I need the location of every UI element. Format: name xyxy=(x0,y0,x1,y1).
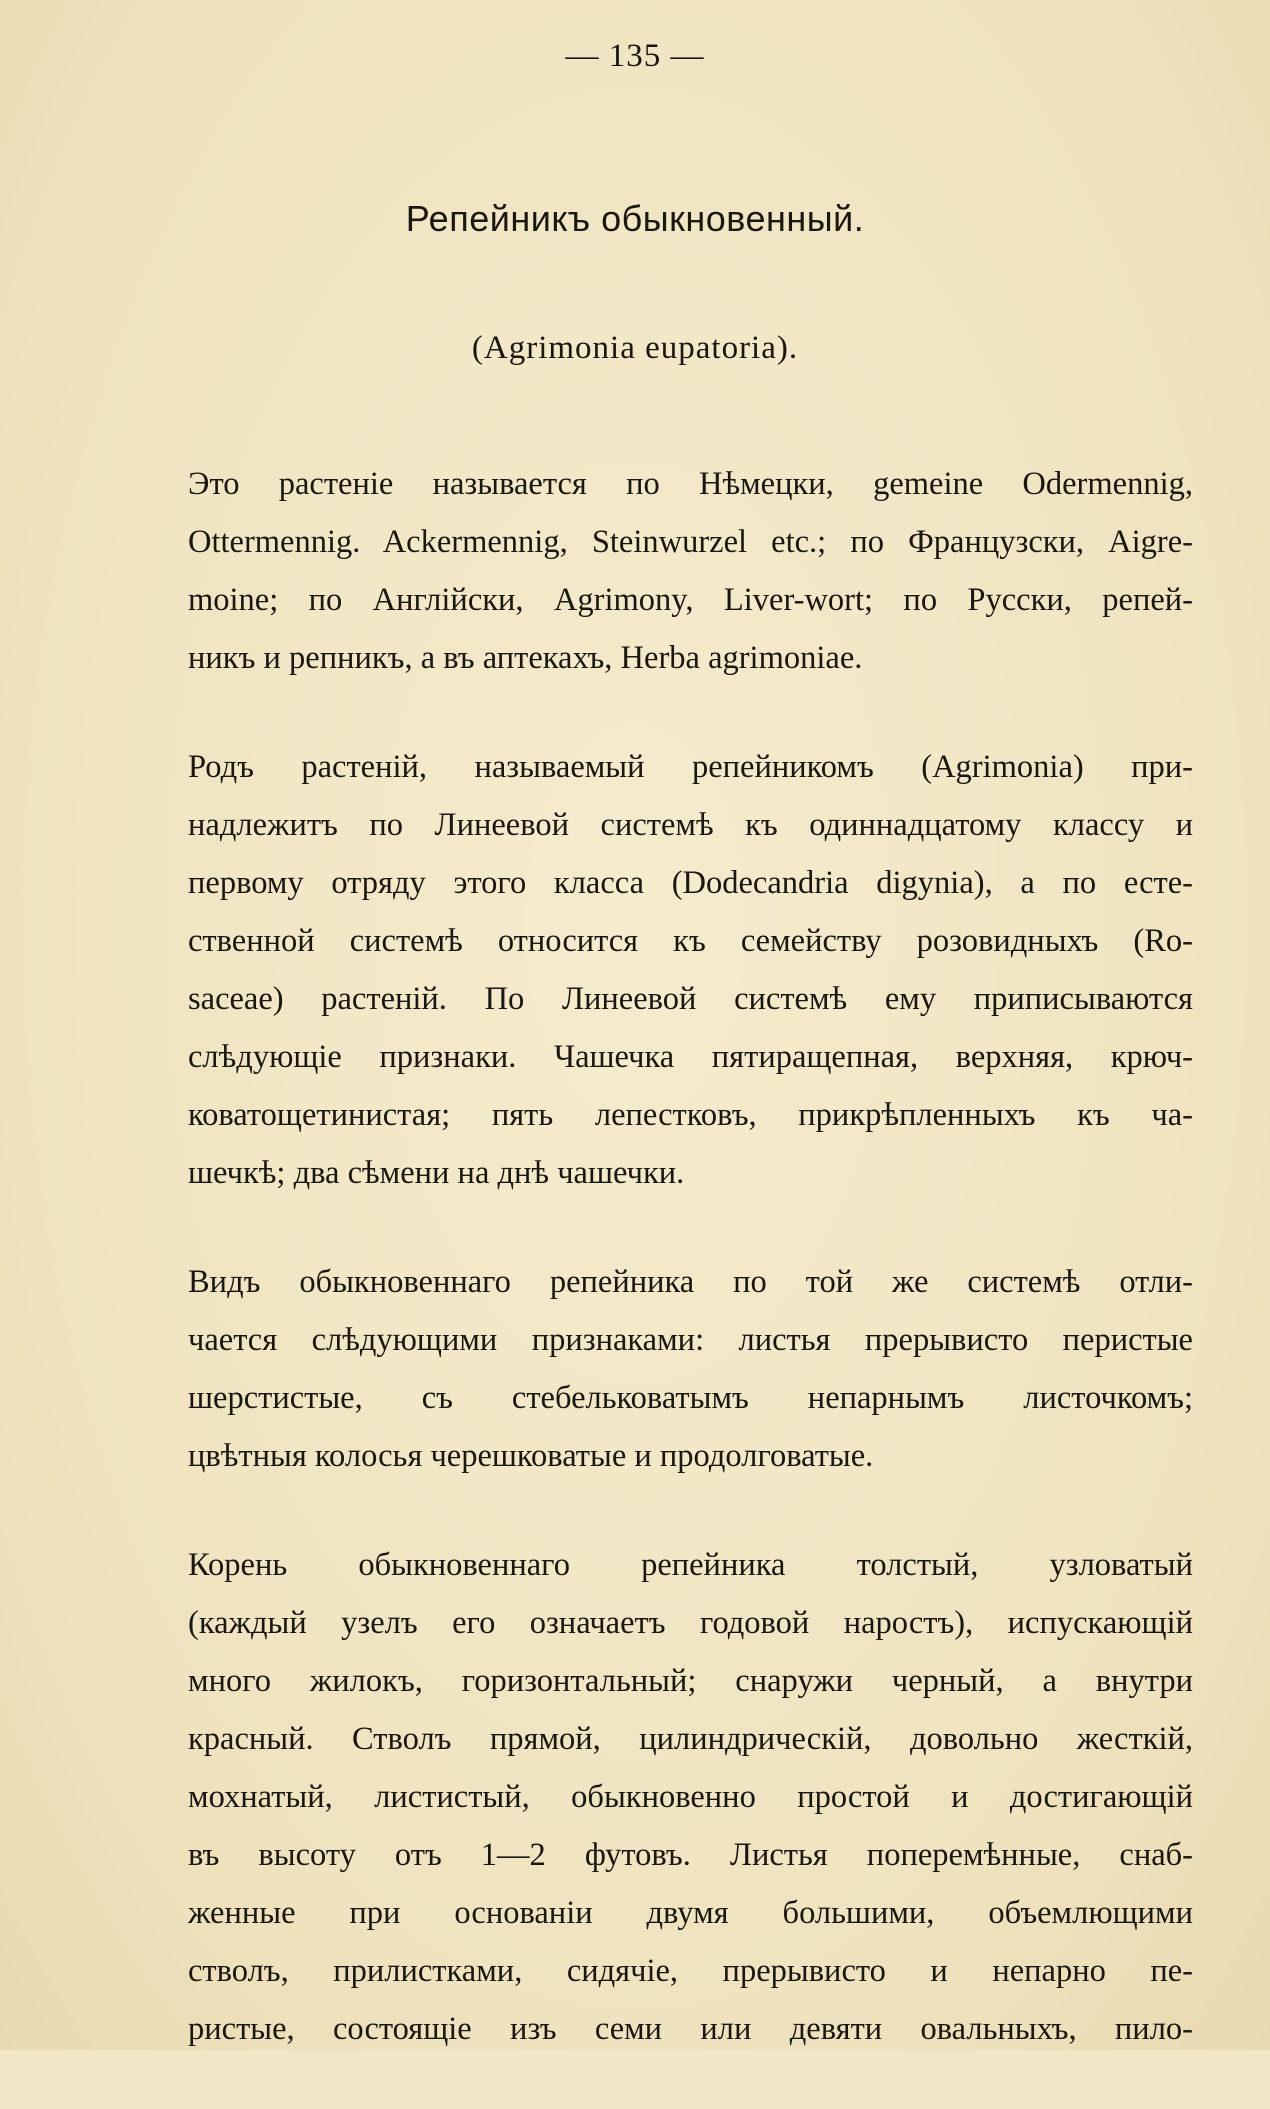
body-text xyxy=(188,455,1193,2109)
text-line: цвѣтныя колосья черешковатые и продолговатые. xyxy=(188,1438,874,1474)
paragraph-genus xyxy=(188,738,1193,1202)
page-number: — 135 — xyxy=(565,38,705,74)
text-line: много жилокъ, горизонтальный; снаружи черный, а внутри xyxy=(188,1663,1193,1699)
text-line: Корень обыкновеннаго репейника толстый, узловатый xyxy=(188,1547,1193,1583)
text-line: мохнатый, листистый, обыкновенно простой и достигающій xyxy=(188,1779,1193,1815)
text-line: первому отряду этого класса (Dodecandria digynia), а по есте- xyxy=(188,865,1193,901)
text-line: шерстистые, съ стебельковатымъ непарнымъ листочкомъ; xyxy=(188,1380,1193,1416)
text-line: женные при основаніи двумя большими, объемлющими xyxy=(188,1895,1193,1931)
paragraph-species xyxy=(188,1253,1193,1485)
text-line: чается слѣдующими признаками: листья прерывисто перистые xyxy=(188,1322,1193,1358)
latin-name-subtitle: (Agrimonia eupatoria). xyxy=(471,330,799,366)
text-line: шечкѣ; два сѣмени на днѣ чашечки. xyxy=(188,1155,685,1191)
text-line: никъ и репникъ, а въ аптекахъ, Herba agrimoniae. xyxy=(188,640,863,676)
text-line: коватощетинистая; пять лепестковъ, прикрѣпленныхъ къ ча- xyxy=(188,1097,1193,1133)
paragraph-names xyxy=(188,455,1193,687)
text-line: ристые, состоящіе изъ семи или девяти овальныхъ, пило- xyxy=(188,2011,1193,2047)
text-line: надлежитъ по Линеевой системѣ къ одиннадцатому классу и xyxy=(188,807,1193,843)
text-line: стволъ, прилистками, сидячіе, прерывисто и непарно пе- xyxy=(188,1953,1193,1989)
text-line: Видъ обыкновеннаго репейника по той же системѣ отли- xyxy=(188,1264,1193,1300)
text-line: saceae) растеній. По Линеевой системѣ ему приписываются xyxy=(188,981,1193,1017)
text-line: moine; по Англійски, Agrimony, Liver-wort; по Русски, репей- xyxy=(188,582,1193,618)
page-title: Репейникъ обыкновенный. xyxy=(405,198,865,239)
text-line: въ высоту отъ 1—2 футовъ. Листья поперемѣнные, снаб- xyxy=(188,1837,1193,1873)
text-line: красный. Стволъ прямой, цилиндрическій, довольно жесткій, xyxy=(188,1721,1193,1757)
text-line: Родъ растеній, называемый репейникомъ (Agrimonia) при- xyxy=(188,749,1193,785)
text-line: (каждый узелъ его означаетъ годовой наростъ), испускающій xyxy=(188,1605,1193,1641)
text-line: Это растеніе называется по Нѣмецки, gemeine Odermennig, xyxy=(188,466,1193,502)
text-line: слѣдующіе признаки. Чашечка пятиращепная, верхняя, крюч- xyxy=(188,1039,1193,1075)
paragraph-root xyxy=(188,1536,1193,2058)
text-line: ственной системѣ относится къ семейству розовидныхъ (Ro- xyxy=(188,923,1193,959)
text-line: Ottermennig. Ackermennig, Steinwurzel etc.; по Французски, Aigre- xyxy=(188,524,1193,560)
